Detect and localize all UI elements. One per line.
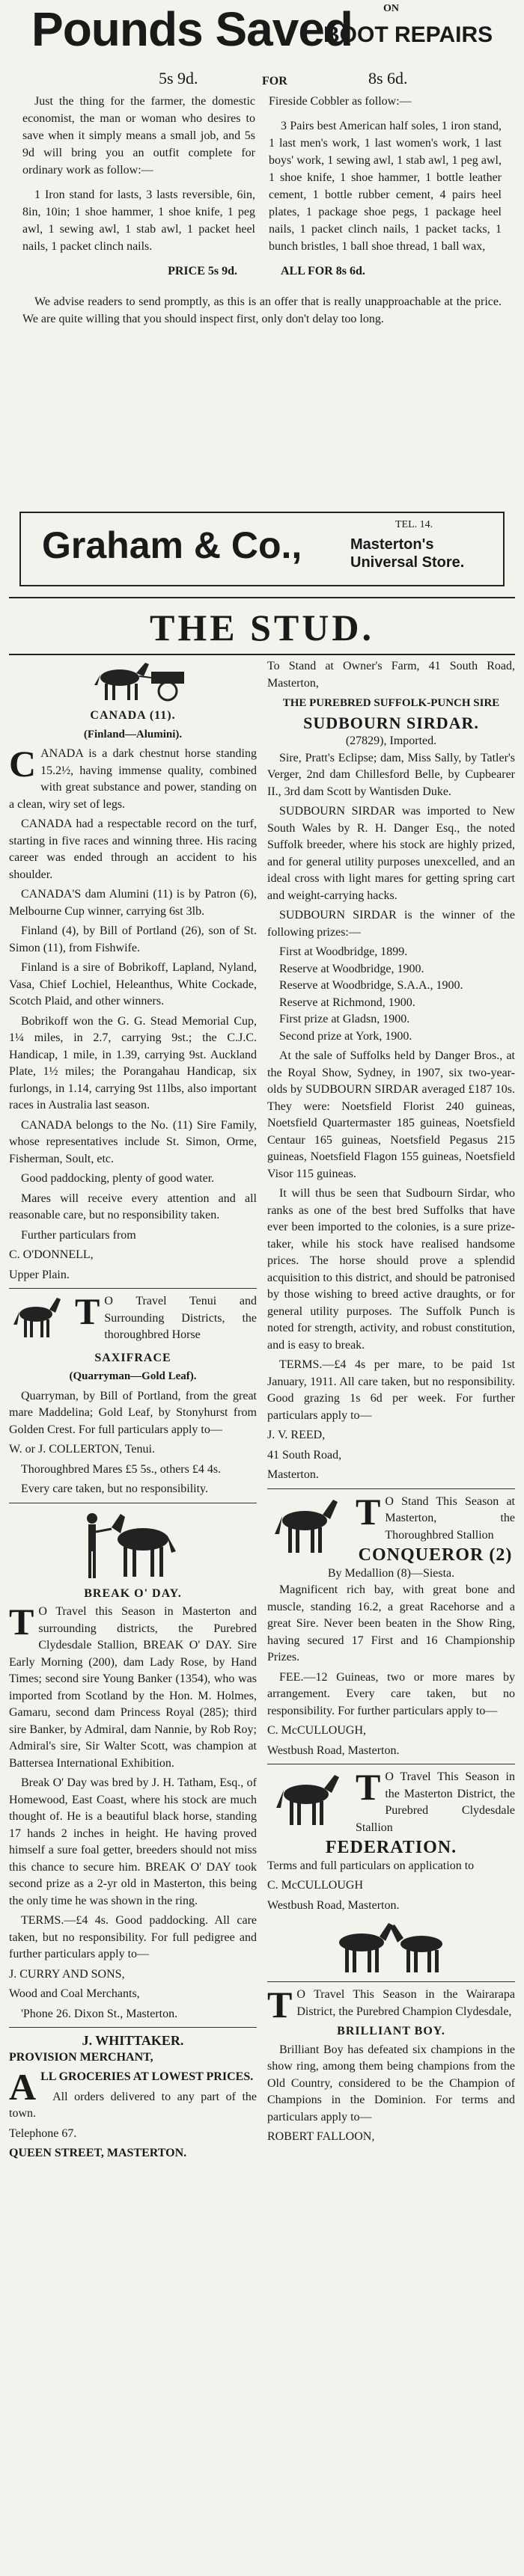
brilliant-boy-name: BRILLIANT BOY. xyxy=(337,2025,445,2037)
sudbourn-breeding: Sire, Pratt's Eclipse; dam, Miss Sally, by Tatler's Verger, 2nd dam Chillesford Belle, by Cupbearer II., 3rd dam Scott by Wantisden Duke. xyxy=(267,751,515,798)
headline-for: FOR xyxy=(262,75,287,88)
prize-item: First at Woodbridge, 1899. xyxy=(279,945,408,958)
break-o-day-notice xyxy=(9,1508,257,2023)
sudbourn-name: SUDBOURN SIRDAR. xyxy=(303,713,479,732)
drop-cap: A xyxy=(9,2066,37,2108)
boot-repairs-advertisement xyxy=(9,3,515,594)
sudbourn-summary: It will thus be seen that Sudbourn Sirdar, who ranks as one of the best bred Suffolks that have ever been imported to the colonies, is a sure prize-taker, while his stock have realised handsome prices. The horse should prove a splendid acquisition to this district, and should be patronised by those wishing to breed active draughts, or for general utility purposes. The Suffolk Punch is noted for strength, activity, and robust constitution, and is easy to break. xyxy=(267,1187,515,1352)
prize-item: Reserve at Woodbridge, S.A.A., 1900. xyxy=(279,979,463,992)
conqueror-description: Magnificent rich bay, with great bone and muscle, standing 16.2, a great Racehorse and a great Sire. Never been beaten in the Show Ring, having secured 17 First and 16 Championship Prizes. xyxy=(267,1583,515,1663)
canada-paddocking: Good paddocking, plenty of good water. xyxy=(21,1172,215,1185)
sudbourn-notice xyxy=(267,658,515,1484)
drop-cap: T xyxy=(267,1984,293,2025)
canada-owner-address: Upper Plain. xyxy=(9,1268,70,1281)
horse-illustration-icon xyxy=(267,1769,350,1829)
federation-owner: C. McCULLOUGH xyxy=(267,1879,363,1892)
divider xyxy=(9,1288,257,1289)
left-price: PRICE 5s 9d. xyxy=(168,265,237,277)
whittaker-groceries: LL GROCERIES AT LOWEST PRICES. xyxy=(40,2070,254,2083)
brilliant-boy-owner: ROBERT FALLOON, xyxy=(267,2130,375,2143)
right-list: 3 Pairs best American half soles, 1 iron stand, 1 last men's work, 1 last women's work, 1 last boys' work, 1 sewing awl, 1 stab awl, 1 peg awl, 1 shoe knife, 1 shoe hammer, 1 bottle leather cement, 1 bottle rubber cement, 4 pairs heel plates, 1 package shoe pegs, 1 package heel nails, 1 packet clinch nails, 1 packet tacks, 1 bunch bristles, 1 ball shoe thread, 1 ball wax, xyxy=(269,120,502,253)
whittaker-address: QUEEN STREET, MASTERTON. xyxy=(9,2147,187,2159)
conqueror-notice xyxy=(267,1490,515,1760)
canada-record: CANADA had a respectable record on the turf, starting in five races and winning three. His racing career was ended through an accident to his shoulder. xyxy=(9,818,257,881)
break-o-day-trade: Wood and Coal Merchants, xyxy=(9,1987,140,2000)
ad-headline xyxy=(9,3,515,93)
sudbourn-terms: TERMS.—£4 4s per mare, to be paid 1st January, 1911. All care taken, but no responsibility. Good grazing 1s 6d per week. For further particulars apply to— xyxy=(267,1358,515,1422)
ad-right-column xyxy=(269,93,502,287)
saxifrage-care: Every care taken, but no responsibility. xyxy=(21,1482,208,1495)
break-o-day-owner: J. CURRY AND SONS, xyxy=(9,1967,125,1981)
ad-columns xyxy=(9,93,515,287)
headline-on: ON xyxy=(383,3,399,14)
divider xyxy=(9,597,515,598)
conqueror-fee: FEE.—12 Guineas, two or more mares by arrangement. Every care taken, but no responsibility. For further particulars apply to— xyxy=(267,1670,515,1717)
saxifrage-intro: O Travel Tenui and Surrounding Districts, the thoroughbred Horse xyxy=(104,1295,257,1341)
saxifrage-name: SAXIFRACE xyxy=(94,1351,171,1364)
drop-cap: T xyxy=(356,1766,381,1808)
canada-bobrikoff: Bobrikoff won the G. G. Stead Memorial Cup, 1¼ miles, in 2.7, carrying 9st.; the C.J.C. Handicap, 1 mile, in 1.39, carrying 9st. Auckland Plate, 1½ miles; the Porangahau Handicap, six furlongs, in 1.14, carrying 9st 11lbs, also important races in Australia last season. xyxy=(9,1014,257,1111)
canada-owner: C. O'DONNELL, xyxy=(9,1248,94,1261)
federation-name: FEDERATION. xyxy=(325,1838,457,1857)
canada-care: Mares will receive every attention and all reasonable care, but no responsibility taken. xyxy=(9,1192,257,1221)
canada-family: CANADA belongs to the No. (11) Sire Family, whose representatives include St. Simon, Orme, Fisherman, Soult, etc. xyxy=(9,1118,257,1165)
right-intro: Fireside Cobbler as follow:— xyxy=(269,95,412,108)
divider xyxy=(9,2027,257,2028)
graham-telephone: TEL. 14. xyxy=(395,519,433,530)
whittaker-telephone: Telephone 67. xyxy=(9,2126,77,2140)
canada-name: CANADA (11). xyxy=(90,709,176,722)
prize-item: Reserve at Richmond, 1900. xyxy=(279,996,415,1009)
left-list: 1 Iron stand for lasts, 3 lasts reversible, 6in, 8in, 10in; 1 shoe hammer, 1 shoe knife, 1 peg awl, 1 sewing awl, 1 stab awl, 1 packet heel nails, 1 packet clinch nails. xyxy=(22,188,255,253)
sudbourn-owner: J. V. REED, xyxy=(267,1429,326,1441)
divider xyxy=(9,654,515,655)
whittaker-trade: PROVISION MERCHANT, xyxy=(9,2050,153,2064)
canada-finland: Finland is a sire of Bobrikoff, Lapland, Nyland, Vasa, Chief Lochiel, Heleanthus, White Cockade, Scotch Plaid, and other winners. xyxy=(9,961,257,1008)
drop-cap: C xyxy=(9,743,37,785)
break-o-day-phone: 'Phone 26. Dixon St., Masterton. xyxy=(21,2007,178,2020)
brilliant-boy-notice xyxy=(267,1984,515,2146)
sudbourn-prizes-intro: SUDBOURN SIRDAR is the winner of the following prizes:— xyxy=(267,909,515,939)
whittaker-name: J. WHITTAKER. xyxy=(82,2033,184,2048)
stud-right-column xyxy=(267,658,515,2165)
canada-pedigree: (Finland—Alumini). xyxy=(83,728,183,740)
conqueror-owner: C. McCULLOUGH, xyxy=(267,1724,366,1737)
headline-boot-repairs: BOOT REPAIRS xyxy=(323,22,493,47)
horse-cart-illustration-icon xyxy=(73,658,193,705)
sudbourn-owner-town: Masterton. xyxy=(267,1468,319,1481)
drop-cap: T xyxy=(75,1290,100,1332)
prize-item: First prize at Gladsn, 1900. xyxy=(279,1013,410,1025)
break-o-day-breeding: Break O' Day was bred by J. H. Tatham, Esq., of Homewood, East Coast, where his stock are much thought of. He is a beautiful black horse, standing 17 hands 2 inches in height. He having proved himself a sure foal getter, breeders should not miss this chance to secure him. BREAK O' DAY took second prize as a 2-yr old in Masterton, this being the only time he was shown in the ring. xyxy=(9,1776,257,1907)
horse-illustration-icon xyxy=(267,1494,350,1557)
man-leading-horse-illustration-icon xyxy=(77,1508,189,1583)
drop-cap: T xyxy=(356,1490,381,1533)
left-intro: Just the thing for the farmer, the domestic economist, the man or woman who desires to save when it simply means a small job, and 5s 9d will bring you an outfit complete for ordinary work as follow:— xyxy=(22,95,255,177)
prize-item: Second prize at York, 1900. xyxy=(279,1029,412,1043)
brilliant-boy-record: Brilliant Boy has defeated six champions in the show ring, among them being champions from the Old Country, considered to be the Champion of Champions in the Dominion. For terms and particulars apply to— xyxy=(267,2043,515,2123)
divider xyxy=(267,1488,515,1489)
graham-banner xyxy=(19,512,505,586)
saxifrage-breeding: Quarryman, by Bill of Portland, from the great mare Maddelina; Gold Leaf, by Stonyhurst from Golden Crest. For full particulars apply to— xyxy=(9,1389,257,1436)
stud-title: THE STUD. xyxy=(150,607,374,648)
conqueror-pedigree: By Medallion (8)—Siesta. xyxy=(327,1566,455,1580)
canada-dam: CANADA'S dam Alumini (11) is by Patron (6), Melbourne Cup winner, carrying 6st 3lb. xyxy=(9,888,257,918)
price-right: 8s 6d. xyxy=(368,69,408,88)
stud-left-column xyxy=(9,658,257,2165)
federation-intro: O Travel This Season in the Masterton District, the Purebred Clydesdale Stallion xyxy=(356,1770,515,1834)
divider xyxy=(267,1981,515,1982)
graham-store-label: Masterton's Universal Store. xyxy=(350,536,465,571)
canada-description: ANADA is a dark chestnut horse standing 15.2½, having immense quality, combined with great substance and power, standing on a clean, wiry set of legs. xyxy=(9,747,257,811)
saxifrage-pedigree: (Quarryman—Gold Leaf). xyxy=(69,1370,197,1382)
headline-pounds-saved: Pounds Saved xyxy=(31,2,353,56)
graham-firm-name: Graham & Co., xyxy=(42,524,302,566)
conqueror-name: CONQUEROR (2) xyxy=(358,1545,513,1565)
brilliant-boy-intro: O Travel This Season in the Wairarapa District, the Purebred Champion Clydesdale, xyxy=(296,1988,515,2018)
saxifrage-fee: Thoroughbred Mares £5 5s., others £4 4s. xyxy=(21,1462,222,1476)
price-left: 5s 9d. xyxy=(159,69,198,88)
federation-notice xyxy=(267,1766,515,1914)
federation-terms: Terms and full particulars on application to xyxy=(267,1859,475,1872)
conqueror-intro: O Stand This Season at Masterton, the Thoroughbred Stallion xyxy=(385,1494,515,1542)
canada-further: Further particulars from xyxy=(21,1228,136,1242)
prize-item: Reserve at Woodbridge, 1900. xyxy=(279,962,424,975)
sudbourn-number: (27829), Imported. xyxy=(345,735,437,747)
sudbourn-import: SUDBOURN SIRDAR was imported to New South Wales by R. H. Danger Esq., the noted Suffolk breeder, where his stock are highly prized, and for general utility purposes unexcelled, and an ideal cross with light mares for getting spring cart and weight-carrying hacks. xyxy=(267,805,515,902)
stud-columns xyxy=(9,658,515,2165)
federation-owner-address: Westbush Road, Masterton. xyxy=(267,1898,400,1912)
horses-pair-illustration-icon xyxy=(317,1917,466,1977)
sudbourn-sale: At the sale of Suffolks held by Danger Bros., at the Royal Show, Sydney, in 1907, six two-year-olds by SUDBOURN SIRDAR averaged £187 10s. They were: Noetsfield Florist 240 guineas, Noetsfield Quartermaster 185 guineas, Noetsfield Centaur 165 guineas, Noetsfield Pegasus 215 guineas, Noetsfield Flagon 155 guineas, Noetsfield Visor 115 guineas. xyxy=(267,1049,515,1180)
canada-sire: Finland (4), by Bill of Portland (26), son of St. Simon (11), from Fishwife. xyxy=(9,924,257,954)
conqueror-owner-address: Westbush Road, Masterton. xyxy=(267,1744,400,1757)
sudbourn-stand: To Stand at Owner's Farm, 41 South Road, Masterton, xyxy=(267,660,515,690)
break-o-day-name: BREAK O' DAY. xyxy=(84,1586,182,1600)
whittaker-delivery: All orders delivered to any part of the town. xyxy=(9,2090,257,2120)
sudbourn-title: THE PUREBRED SUFFOLK-PUNCH SIRE xyxy=(282,697,500,709)
ad-left-column xyxy=(22,93,255,287)
canada-notice xyxy=(9,658,257,1284)
advise-paragraph: We advise readers to send promptly, as this is an offer that is really unapproachable at the price. We are quite willing that you should inspect first, only don't delay too long. xyxy=(22,295,502,325)
horse-illustration-icon xyxy=(9,1293,69,1341)
break-o-day-intro: O Travel this Season in Masterton and surrounding districts, the Purebred Clydesdale Stallion, BREAK O' DAY. Sire Early Morning (200), dam Lady Rose, by Hand Times; second sire Young Banker (1354), who was imported from Scotland by the Hon. M. Holmes, Gamaru, second dam Princess Royal (285); third sire Banker, by Admiral, dam Nannie, by Rob Roy; Admiral's sire, Sir Walter Scott, was champion at Battersea International Exhibition. xyxy=(9,1605,257,1770)
whittaker-notice xyxy=(9,2032,257,2162)
saxifrage-notice xyxy=(9,1290,257,1498)
break-o-day-terms: TERMS.—£4 4s. Good paddocking. All care taken, but no responsibility. For full pedigree and further particulars apply to— xyxy=(9,1914,257,1960)
sudbourn-owner-address: 41 South Road, xyxy=(267,1448,342,1462)
drop-cap: T xyxy=(9,1601,34,1643)
saxifrage-owner: W. or J. COLLERTON, Tenui. xyxy=(9,1443,155,1456)
right-price: ALL FOR 8s 6d. xyxy=(281,265,365,277)
